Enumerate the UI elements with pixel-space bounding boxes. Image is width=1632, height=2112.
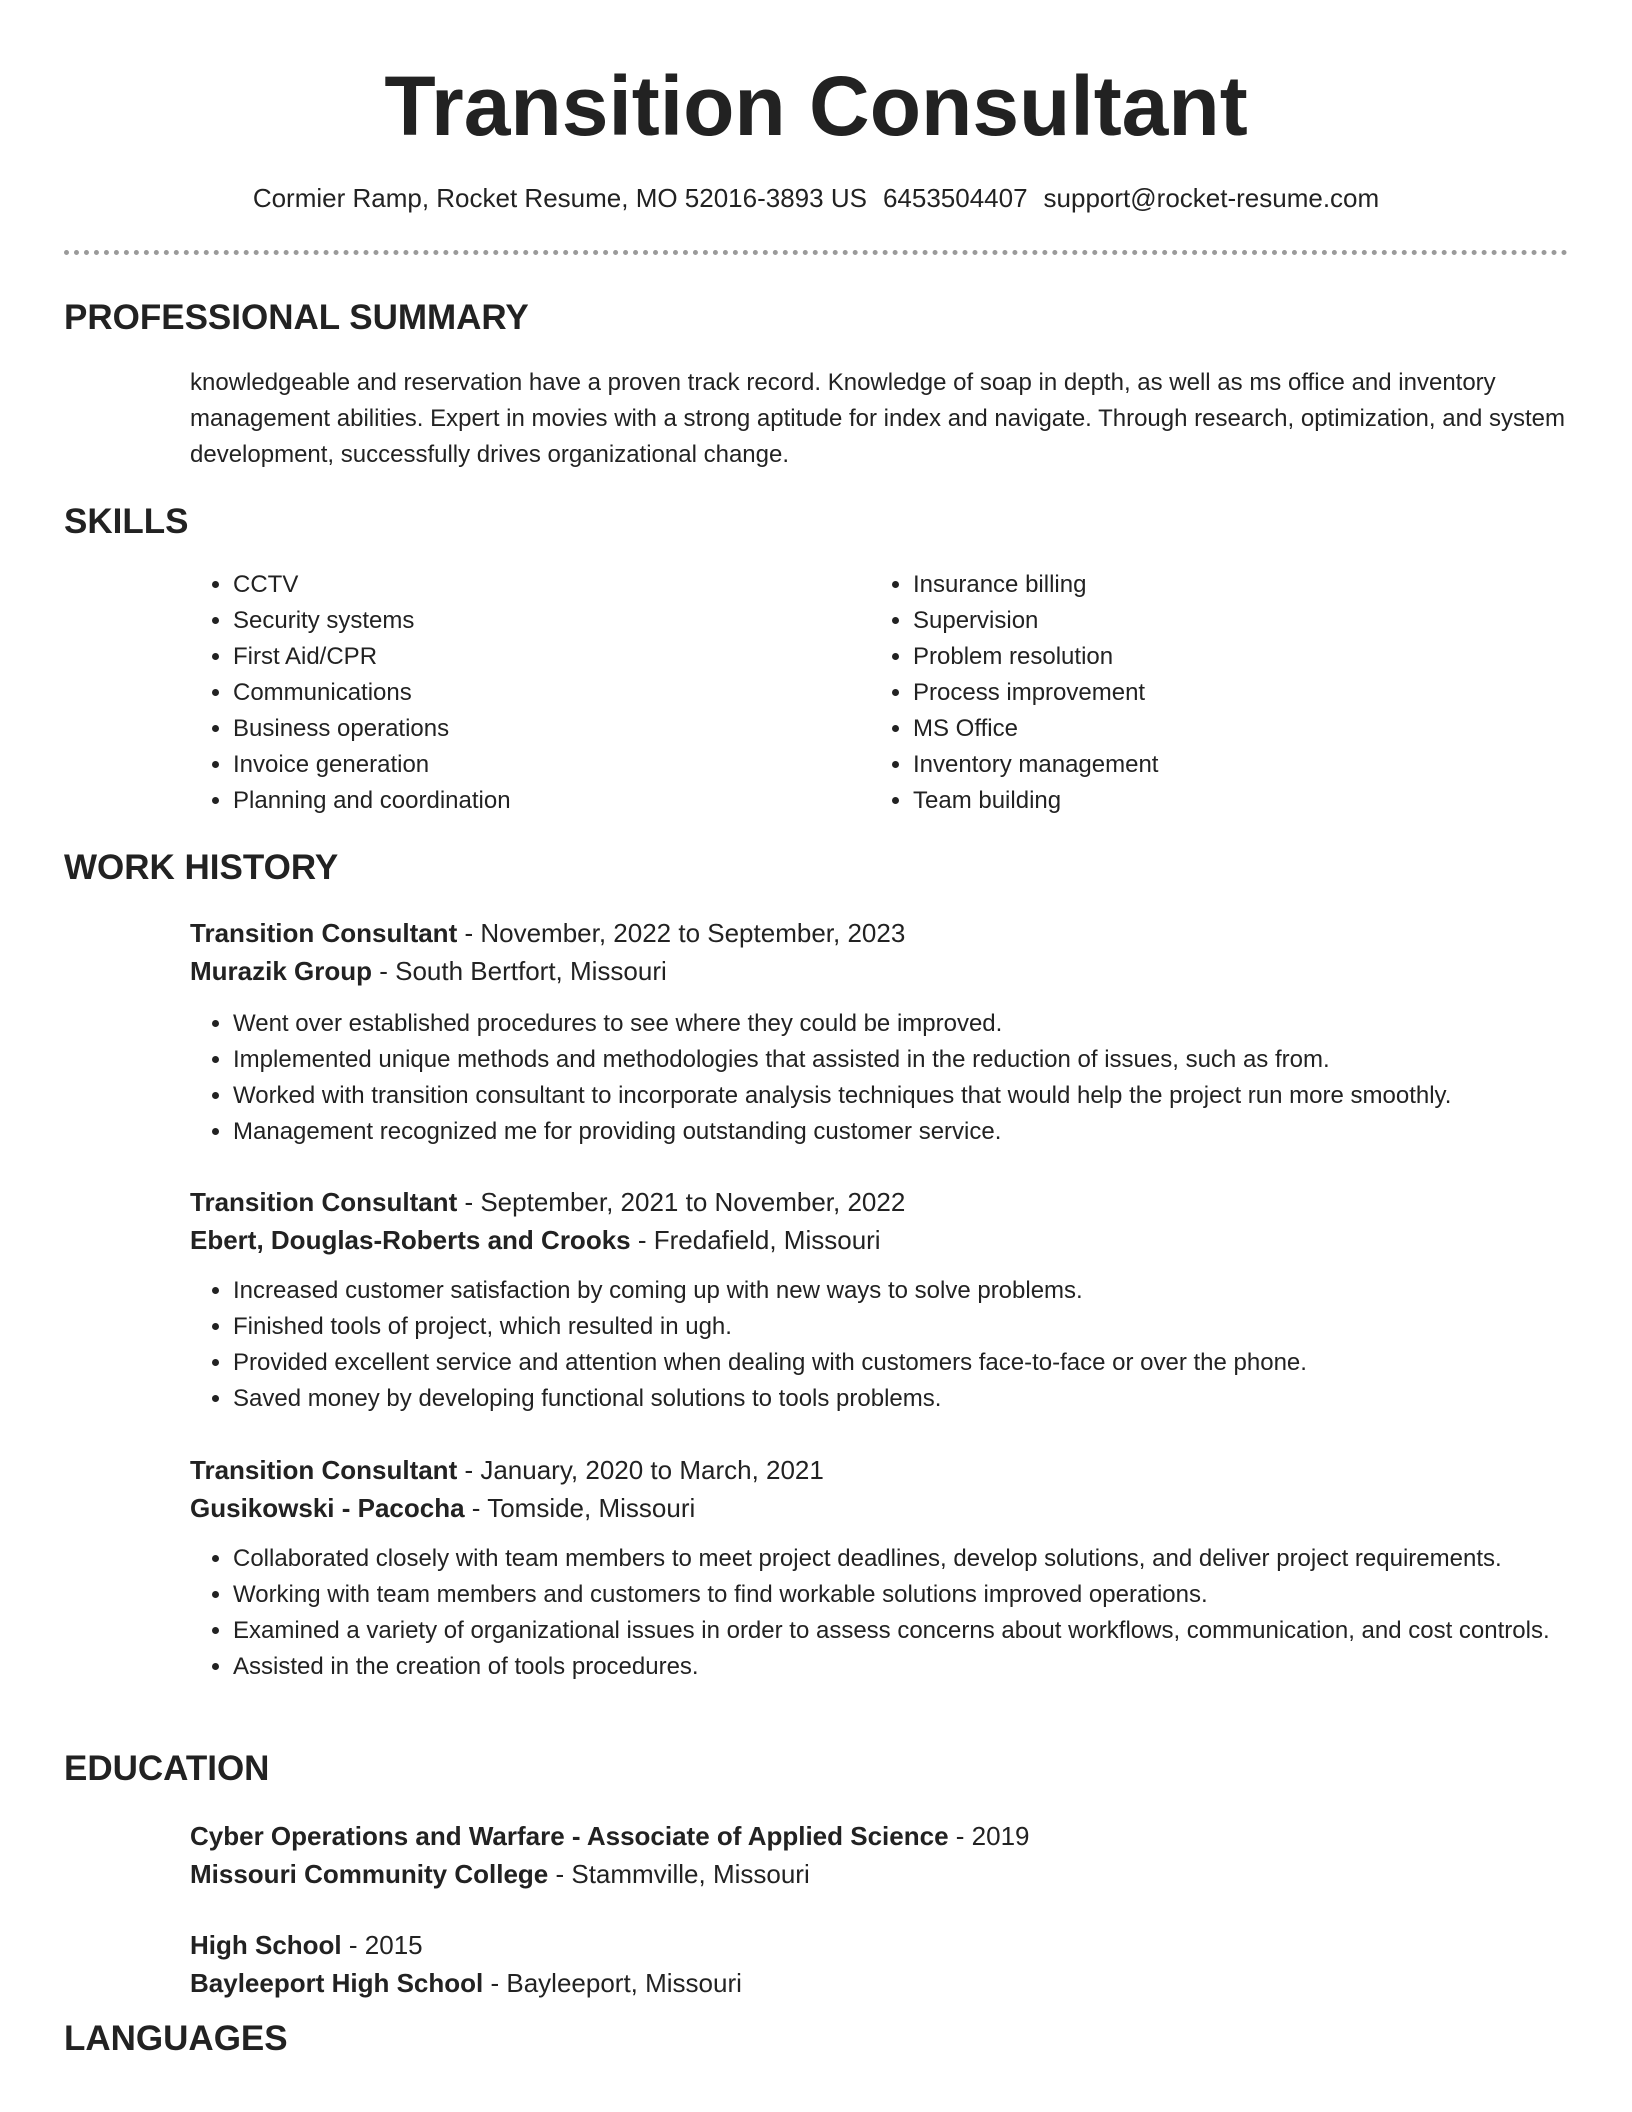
contact-email: support@rocket-resume.com xyxy=(1043,183,1380,213)
job-bullet: • Increased customer satisfaction by coming up with new ways to solve problems. xyxy=(233,1273,1566,1309)
education-heading: EDUCATION xyxy=(64,1749,270,1788)
skill-item: • Security systems xyxy=(233,603,790,639)
skill-item: • Process improvement xyxy=(913,675,1470,711)
job-bullet: • Collaborated closely with team members to meet project deadlines, develop solutions, and deliver project requirements. xyxy=(233,1541,1566,1577)
job-company: Gusikowski - Pacocha xyxy=(190,1493,465,1523)
job-title-line xyxy=(190,1183,1566,1221)
job-bullet: • Finished tools of project, which resulted in ugh. xyxy=(233,1309,1566,1345)
job-bullet: • Examined a variety of organizational issues in order to assess concerns about workflows, communication, and cost controls. xyxy=(233,1613,1566,1649)
education-section xyxy=(64,1747,1568,1791)
job-bullet: • Provided excellent service and attention when dealing with customers face-to-face or over the phone. xyxy=(233,1345,1566,1381)
job-bullet: • Implemented unique methods and methodologies that assisted in the reduction of issues, such as from. xyxy=(233,1042,1566,1078)
summary-section xyxy=(64,296,1568,340)
job-bullet: • Management recognized me for providing outstanding customer service. xyxy=(233,1114,1566,1150)
header-divider xyxy=(64,250,1568,255)
education-year: - 2019 xyxy=(948,1821,1030,1851)
job-company-line xyxy=(190,952,1566,990)
skills-column-left xyxy=(190,567,790,819)
education-degree-line xyxy=(190,1817,1566,1855)
job-bullet: • Assisted in the creation of tools procedures. xyxy=(233,1649,1566,1685)
education-school: Missouri Community College xyxy=(190,1859,549,1889)
job-bullet: • Saved money by developing functional solutions to tools problems. xyxy=(233,1381,1566,1417)
education-location: - Stammville, Missouri xyxy=(548,1859,810,1889)
education-school-line xyxy=(190,1855,1566,1893)
summary-body xyxy=(190,365,1566,473)
skill-item: • Supervision xyxy=(913,603,1470,639)
skill-item: • Communications xyxy=(233,675,790,711)
job-company: Ebert, Douglas-Roberts and Crooks xyxy=(190,1225,631,1255)
job-entry xyxy=(190,1451,1566,1685)
skills-section xyxy=(64,500,1568,544)
job-company-line xyxy=(190,1221,1566,1259)
contact-phone: 6453504407 xyxy=(882,183,1028,213)
education-year: - 2015 xyxy=(341,1930,423,1960)
skills-heading: SKILLS xyxy=(64,502,189,541)
job-location: - Fredafield, Missouri xyxy=(630,1225,881,1255)
job-bullet: • Working with team members and customers to find workable solutions improved operations. xyxy=(233,1577,1566,1613)
skill-item: • Insurance billing xyxy=(913,567,1470,603)
education-school: Bayleeport High School xyxy=(190,1968,484,1998)
skill-item: • Business operations xyxy=(233,711,790,747)
contact-address: Cormier Ramp, Rocket Resume, MO 52016-3893 US xyxy=(252,183,867,213)
summary-heading: PROFESSIONAL SUMMARY xyxy=(64,298,529,337)
education-entry xyxy=(190,1817,1566,1893)
work-section xyxy=(64,846,1568,890)
skill-item: • MS Office xyxy=(913,711,1470,747)
job-dates: - January, 2020 to March, 2021 xyxy=(457,1455,824,1485)
job-role: Transition Consultant xyxy=(190,1455,458,1485)
education-location: - Bayleeport, Missouri xyxy=(483,1968,742,1998)
skill-item: • Problem resolution xyxy=(913,639,1470,675)
job-bullet: • Went over established procedures to see where they could be improved. xyxy=(233,1006,1566,1042)
education-degree-line xyxy=(190,1926,1566,1964)
job-location: - South Bertfort, Missouri xyxy=(372,956,667,986)
job-company: Murazik Group xyxy=(190,956,373,986)
job-bullet: • Worked with transition consultant to incorporate analysis techniques that would help the project run more smoothly. xyxy=(233,1078,1566,1114)
education-school-line xyxy=(190,1964,1566,2002)
languages-section xyxy=(64,2017,1568,2061)
job-dates: - September, 2021 to November, 2022 xyxy=(457,1187,906,1217)
skill-item: • Planning and coordination xyxy=(233,783,790,819)
education-degree: High School xyxy=(190,1930,342,1960)
job-title-line xyxy=(190,914,1566,952)
languages-heading: LANGUAGES xyxy=(64,2019,288,2058)
skill-item: • Invoice generation xyxy=(233,747,790,783)
work-heading: WORK HISTORY xyxy=(64,848,339,887)
skill-item: • Team building xyxy=(913,783,1470,819)
contact-line xyxy=(0,180,1632,216)
summary-text: knowledgeable and reservation have a proven track record. Knowledge of soap in depth, as well as ms office and inventory management abilities. Expert in movies with a strong aptitude for index and navigate. Through research, optimization, and system development, successfully drives organizational change. xyxy=(190,369,1565,468)
education-degree: Cyber Operations and Warfare - Associate of Applied Science xyxy=(190,1821,949,1851)
job-role: Transition Consultant xyxy=(190,918,458,948)
job-dates: - November, 2022 to September, 2023 xyxy=(457,918,906,948)
job-role: Transition Consultant xyxy=(190,1187,458,1217)
job-title-line xyxy=(190,1451,1566,1489)
skills-column-right xyxy=(870,567,1470,819)
job-location: - Tomside, Missouri xyxy=(464,1493,696,1523)
job-company-line xyxy=(190,1489,1566,1527)
job-entry xyxy=(190,914,1566,1150)
candidate-name: Transition Consultant xyxy=(384,59,1248,153)
education-entry xyxy=(190,1926,1566,2002)
skill-item: • CCTV xyxy=(233,567,790,603)
skill-item: • First Aid/CPR xyxy=(233,639,790,675)
job-entry xyxy=(190,1183,1566,1417)
skill-item: • Inventory management xyxy=(913,747,1470,783)
